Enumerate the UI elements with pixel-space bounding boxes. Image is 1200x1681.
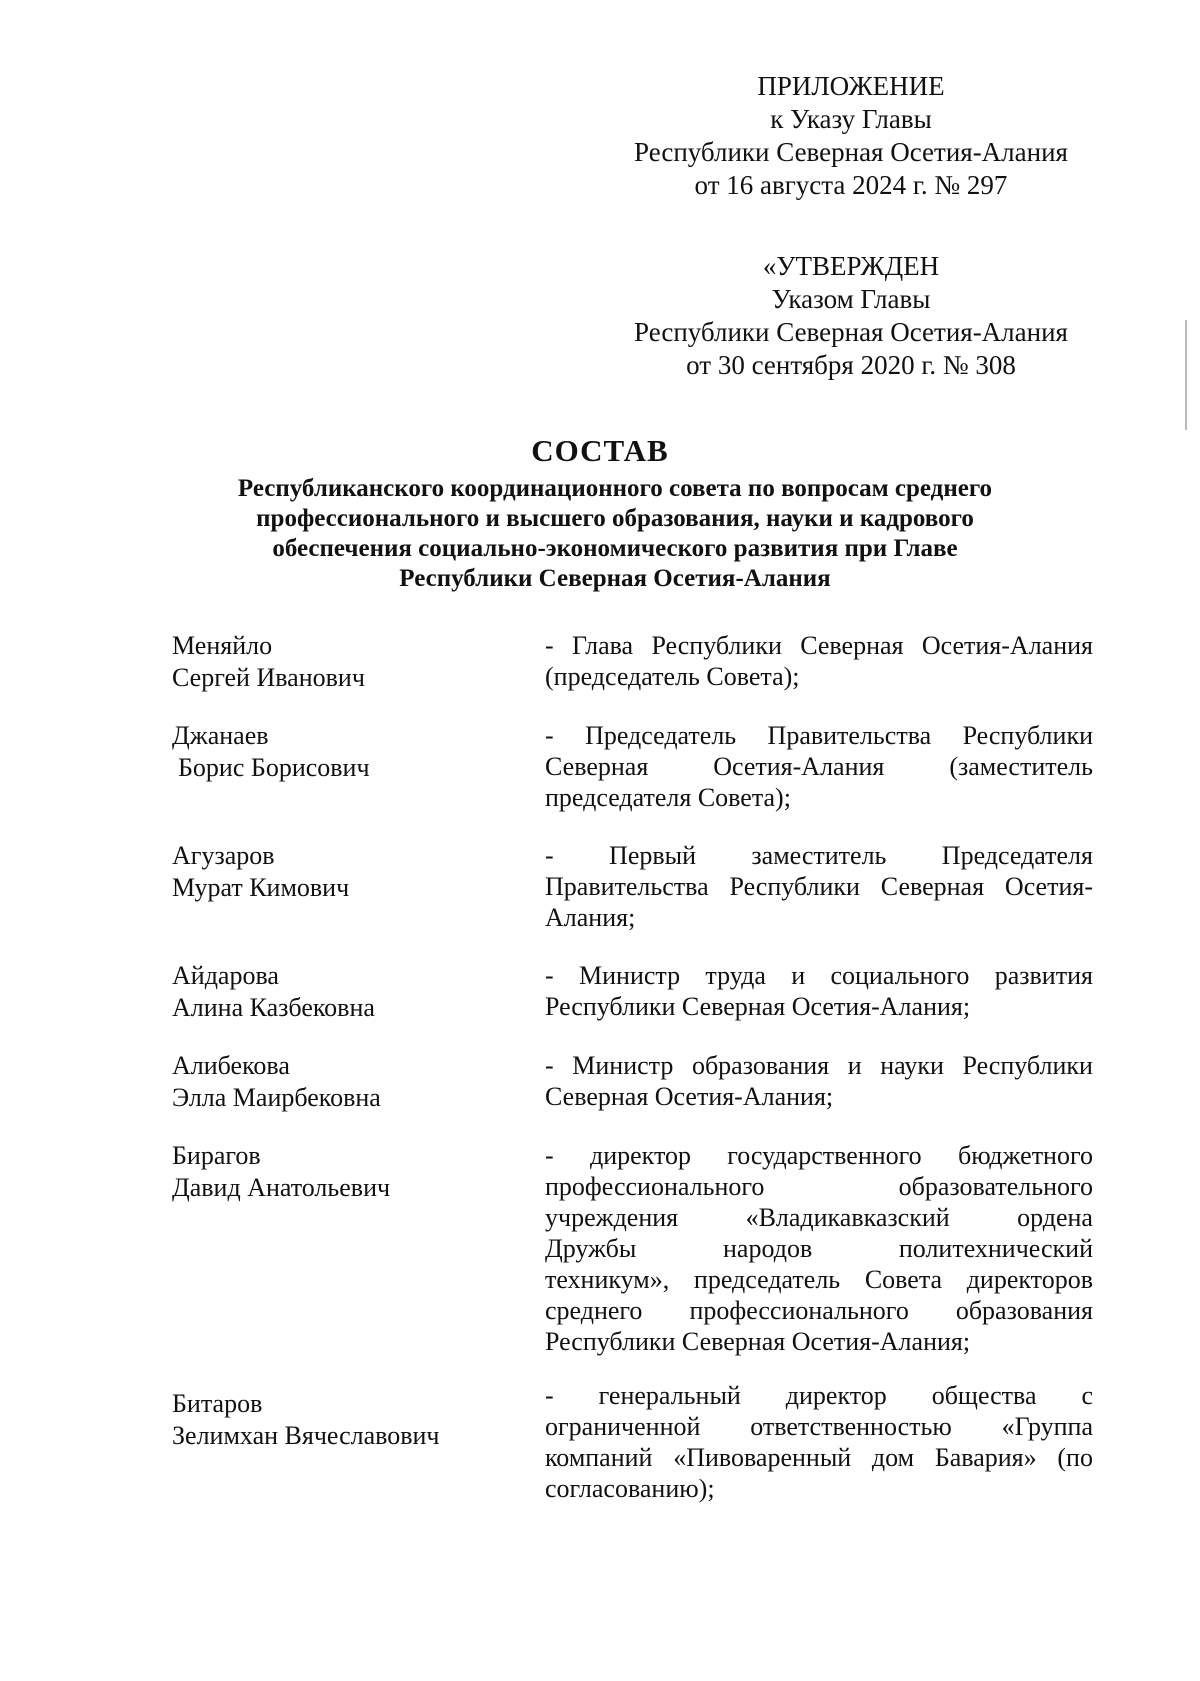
member-surname: Бирагов xyxy=(172,1141,261,1170)
role-line: профессионального образовательного xyxy=(545,1172,1093,1201)
member-surname: Джанаев xyxy=(172,721,269,750)
member-given-names: Мурат Кимович xyxy=(172,873,350,902)
document-subtitle xyxy=(180,474,1050,594)
member-surname: Алибекова xyxy=(172,1051,290,1080)
role-line: техникум», председатель Совета директоров xyxy=(545,1265,1093,1294)
role-line: Республики Северная Осетия-Алания; xyxy=(545,1327,971,1356)
member-role xyxy=(545,1380,1093,1504)
member-given-names: Алина Казбековна xyxy=(172,993,375,1022)
role-line: компаний «Пивоваренный дом Бавария» (по xyxy=(545,1443,1093,1472)
member-surname: Айдарова xyxy=(172,961,279,990)
appendix-date-number: от 16 августа 2024 г. № 297 xyxy=(694,170,1008,200)
member-role xyxy=(545,1050,1093,1112)
member-given-names: Давид Анатольевич xyxy=(172,1173,391,1202)
member-given-names: Элла Маирбековна xyxy=(172,1083,381,1112)
approved-label: «УТВЕРЖДЕН xyxy=(762,251,940,281)
role-line: Дружбы народов политехнический xyxy=(545,1234,1093,1263)
member-name xyxy=(172,630,512,694)
approved-header xyxy=(611,250,1091,382)
member-surname: Агузаров xyxy=(172,841,275,870)
member-given-names: Зелимхан Вячеславович xyxy=(172,1421,440,1450)
role-line: Республики Северная Осетия-Алания; xyxy=(545,992,971,1021)
member-name xyxy=(172,960,512,1024)
role-line: среднего профессионального образования xyxy=(545,1296,1093,1325)
role-line: согласованию); xyxy=(545,1474,715,1503)
member-name xyxy=(172,840,512,904)
appendix-decree-ref: к Указу Главы xyxy=(770,104,932,134)
member-given-names: Борис Борисович xyxy=(178,753,370,782)
member-role xyxy=(545,960,1093,1022)
role-line: - Первый заместитель Председателя xyxy=(545,841,1093,870)
role-line: - генеральный директор общества с xyxy=(545,1381,1093,1410)
subtitle-line: обеспечения социально-экономического развития при Главе xyxy=(272,535,958,562)
role-line: председателя Совета); xyxy=(545,783,791,812)
scan-edge-mark xyxy=(1185,320,1187,430)
member-surname: Меняйло xyxy=(172,631,273,660)
member-name xyxy=(172,1388,512,1452)
approved-republic: Республики Северная Осетия-Алания xyxy=(634,317,1068,347)
appendix-label: ПРИЛОЖЕНИЕ xyxy=(757,71,945,101)
role-line: - Министр труда и социального развития xyxy=(545,961,1093,990)
role-line: Правительства Республики Северная Осетия- xyxy=(545,872,1093,901)
member-role xyxy=(545,1140,1093,1357)
member-name xyxy=(172,720,512,784)
role-line: Северная Осетия-Алания; xyxy=(545,1082,834,1111)
appendix-header xyxy=(611,70,1091,202)
role-line: - Глава Республики Северная Осетия-Алания xyxy=(545,631,1093,660)
role-line: Северная Осетия-Алания (заместитель xyxy=(545,752,1093,781)
appendix-republic: Республики Северная Осетия-Алания xyxy=(634,137,1068,167)
document-title: СОСТАВ xyxy=(531,433,669,468)
role-line: Алания; xyxy=(545,903,636,932)
subtitle-line: профессионального и высшего образования, науки и кадрового xyxy=(256,505,974,532)
subtitle-line: Республики Северная Осетия-Алания xyxy=(399,565,831,592)
member-surname: Битаров xyxy=(172,1389,263,1418)
subtitle-line: Республиканского координационного совета по вопросам среднего xyxy=(237,475,993,502)
member-given-names: Сергей Иванович xyxy=(172,663,365,692)
role-line: - Председатель Правительства Республики xyxy=(545,721,1093,750)
member-role xyxy=(545,720,1093,813)
member-name xyxy=(172,1050,512,1114)
member-role xyxy=(545,630,1093,692)
member-role xyxy=(545,840,1093,933)
role-line: (председатель Совета); xyxy=(545,662,800,691)
role-line: ограниченной ответственностью «Группа xyxy=(545,1412,1093,1441)
role-line: - Министр образования и науки Республики xyxy=(545,1051,1093,1080)
approved-decree-ref: Указом Главы xyxy=(771,284,931,314)
approved-date-number: от 30 сентября 2020 г. № 308 xyxy=(686,350,1016,380)
role-line: - директор государственного бюджетного xyxy=(545,1141,1093,1170)
member-name xyxy=(172,1140,512,1204)
role-line: учреждения «Владикавказский ордена xyxy=(545,1203,1093,1232)
